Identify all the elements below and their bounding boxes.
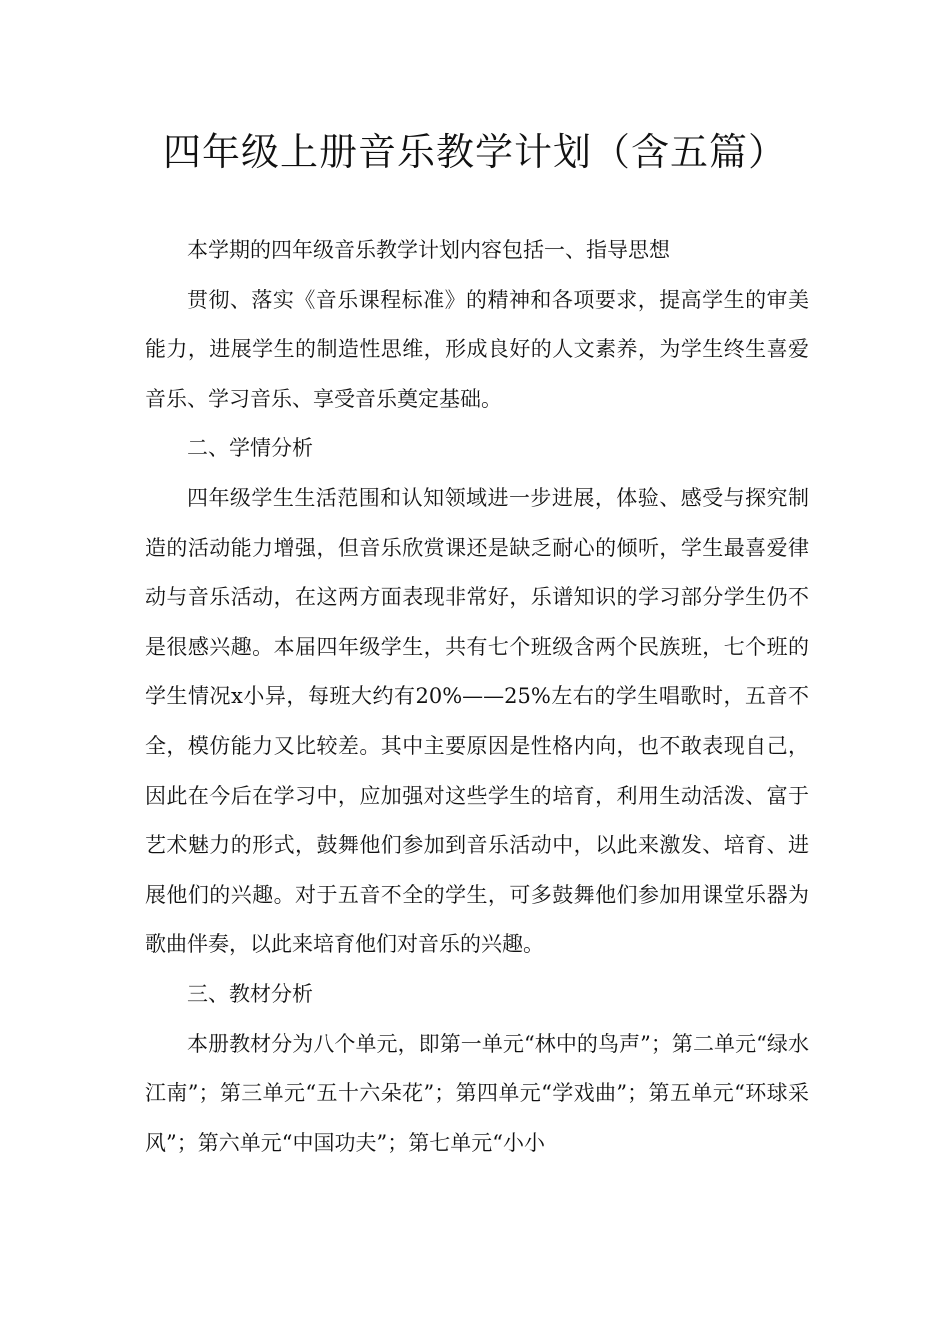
paragraph-textbook-analysis: 本册教材分为八个单元，即第一单元“林中的鸟声”；第二单元“绿水江南”；第三单元“五十六朵花”；第四单元“学戏曲”；第五单元“环球采风”；第六单元“中国功夫”；第七单元“小小 bbox=[145, 1031, 809, 1155]
paragraph-guiding-thought: 贯彻、落实《音乐课程标准》的精神和各项要求，提高学生的审美能力，进展学生的制造性思维，形成良好的人文素养，为学生终生喜爱音乐、学习音乐、享受音乐奠定基础。 bbox=[145, 287, 809, 411]
document-body bbox=[145, 226, 809, 1168]
heading-student-analysis: 二、学情分析 bbox=[187, 436, 313, 461]
paragraph-intro: 本学期的四年级音乐教学计划内容包括一、指导思想 bbox=[187, 238, 670, 262]
heading-textbook-analysis: 三、教材分析 bbox=[187, 981, 313, 1006]
paragraph-student-analysis: 四年级学生生活范围和认知领域进一步进展，体验、感受与探究制造的活动能力增强，但音乐欣赏课还是缺乏耐心的倾听，学生最喜爱律动与音乐活动，在这两方面表现非常好，乐谱知识的学习部分学生仍不是很感兴趣。本届四年级学生，共有七个班级含两个民族班，七个班的学生情况x小异，每班大约有20%——25%左右的学生唱歌时，五音不全，模仿能力又比较差。其中主要原因是性格内向，也不敢表现自己，因此在今后在学习中，应加强对这些学生的培育，利用生动活泼、富于艺术魅力的形式，鼓舞他们参加到音乐活动中，以此来激发、培育、进展他们的兴趣。对于五音不全的学生，可多鼓舞他们参加用课堂乐器为歌曲伴奏，以此来培育他们对音乐的兴趣。 bbox=[145, 485, 809, 957]
document-title: 四年级上册音乐教学计划（含五篇） bbox=[162, 130, 787, 174]
